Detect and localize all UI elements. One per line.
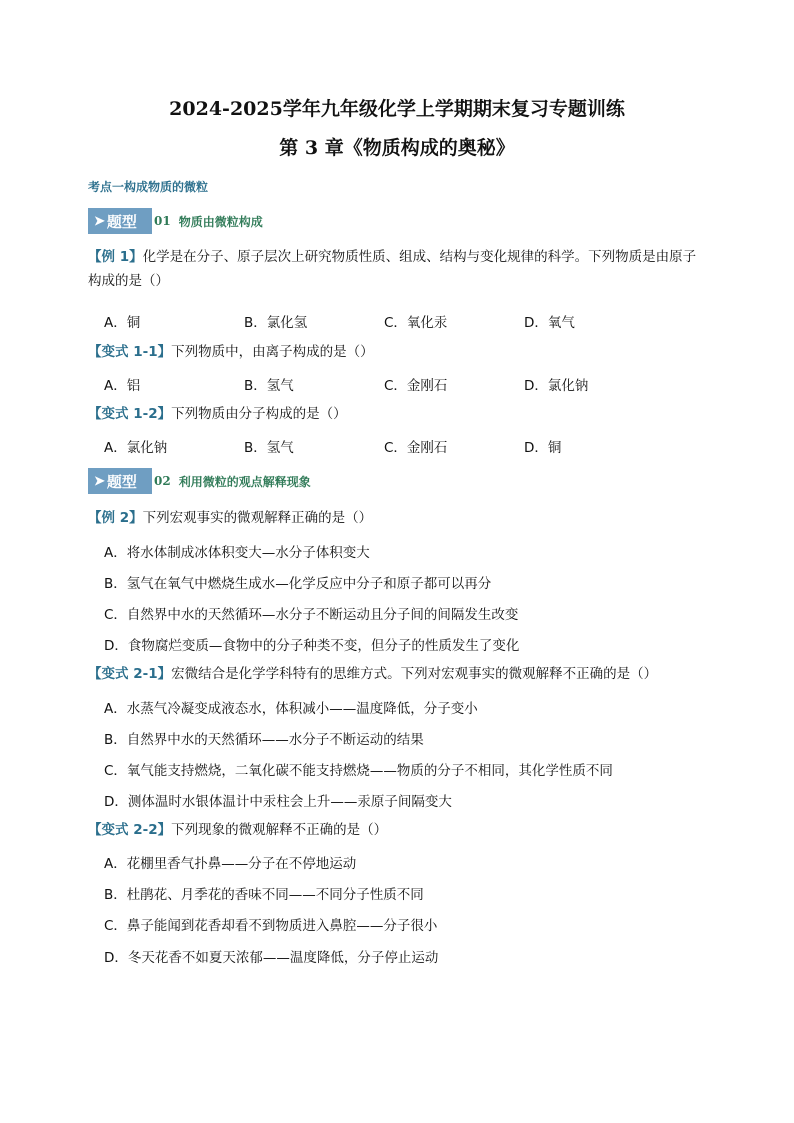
question-variant-2-1 (88, 662, 713, 686)
options-row (104, 374, 664, 394)
section-heading: 考点一构成物质的微粒 (88, 180, 209, 194)
option-c: C．金刚石 (384, 378, 448, 394)
options-row (104, 436, 664, 456)
type-badge (88, 208, 152, 234)
type-badge (88, 468, 152, 494)
question-variant-2-2 (88, 818, 713, 842)
arrow-right-icon: ➤ (94, 213, 105, 229)
question-example-1 (88, 245, 713, 293)
option-d: D．氯化钠 (524, 378, 589, 394)
question-tag: 【例 1】 (88, 249, 143, 265)
option-c: C．氧化汞 (384, 315, 448, 331)
option-b: B．自然界中水的天然循环——水分子不断运动的结果 (104, 732, 424, 748)
option-b: B．氢气 (244, 440, 294, 456)
chapter-title: 第 3 章《物质构成的奥秘》 (279, 137, 515, 159)
question-type-header-1 (88, 208, 263, 234)
option-c: C．氧气能支持燃烧，二氧化碳不能支持燃烧——物质的分子不相同，其化学性质不同 (104, 763, 613, 779)
option-c: C．金刚石 (384, 440, 448, 456)
type-badge-label: 题型 (106, 212, 137, 231)
option-c: C．自然界中水的天然循环—水分子不断运动且分子间的间隔发生改变 (104, 607, 519, 623)
question-text: 下列物质由分子构成的是（） (171, 406, 347, 422)
option-b: B．氢气在氧气中燃烧生成水—化学反应中分子和原子都可以再分 (104, 576, 492, 592)
option-d: D．食物腐烂变质—食物中的分子种类不变，但分子的性质发生了变化 (104, 638, 520, 654)
option-b: B．杜鹃花、月季花的香味不同——不同分子性质不同 (104, 887, 424, 903)
question-text: 下列物质中，由离子构成的是（） (171, 344, 374, 360)
question-text: 宏微结合是化学学科特有的思维方式。下列对宏观事实的微观解释不正确的是（） (171, 666, 658, 682)
question-tag: 【变式 1-1】 (88, 344, 172, 360)
option-a: A．水蒸气冷凝变成液态水，体积减小——温度降低，分子变小 (104, 701, 478, 717)
question-variant-1-1 (88, 340, 713, 364)
question-tag: 【变式 1-2】 (88, 406, 172, 422)
type-badge-label: 题型 (106, 472, 137, 491)
question-tag: 【变式 2-2】 (88, 822, 172, 838)
option-d: D．氧气 (524, 315, 575, 331)
question-text: 化学是在分子、原子层次上研究物质性质、组成、结构与变化规律的科学。下列物质是由原子 (142, 249, 697, 265)
question-variant-1-2 (88, 402, 713, 426)
type-number: 02 (154, 474, 171, 488)
question-text-cont: 构成的是（） (88, 273, 169, 289)
option-b: B．氯化氢 (244, 315, 308, 331)
option-a: A．铜 (104, 315, 141, 331)
type-title: 利用微粒的观点解释现象 (178, 474, 311, 489)
option-a: A．花棚里香气扑鼻——分子在不停地运动 (104, 856, 357, 872)
option-a: A．氯化钠 (104, 440, 168, 456)
option-c: C．鼻子能闻到花香却看不到物质进入鼻腔——分子很小 (104, 918, 438, 934)
question-text: 下列现象的微观解释不正确的是（） (171, 822, 388, 838)
option-b: B．氢气 (244, 378, 294, 394)
option-d: D．铜 (524, 440, 562, 456)
question-text: 下列宏观事实的微观解释正确的是（） (142, 510, 373, 526)
question-example-2 (88, 506, 713, 530)
option-d: D．测体温时水银体温计中汞柱会上升——汞原子间隔变大 (104, 794, 452, 810)
question-type-header-2 (88, 468, 311, 494)
document-title: 2024-2025学年九年级化学上学期期末复习专题训练 (169, 98, 625, 120)
option-a: A．铝 (104, 378, 141, 394)
question-tag: 【例 2】 (88, 510, 143, 526)
options-row (104, 311, 664, 331)
type-title: 物质由微粒构成 (178, 214, 263, 229)
option-d: D．冬天花香不如夏天浓郁——温度降低，分子停止运动 (104, 950, 439, 966)
type-number: 01 (154, 214, 171, 228)
option-a: A．将水体制成冰体积变大—水分子体积变大 (104, 545, 370, 561)
question-tag: 【变式 2-1】 (88, 666, 172, 682)
arrow-right-icon: ➤ (94, 473, 105, 489)
